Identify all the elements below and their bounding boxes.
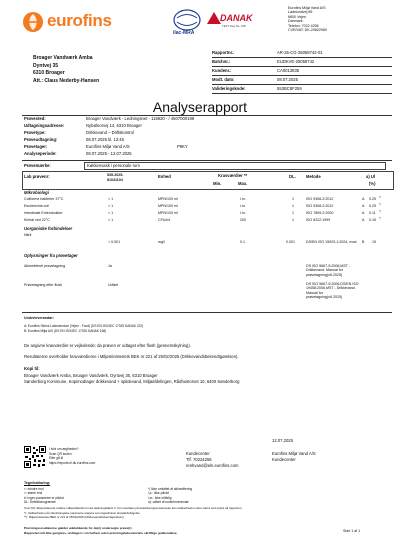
sampler-label: Prøvetager:	[24, 144, 48, 149]
min-header: Min.	[213, 181, 222, 186]
eurofins-logo-icon	[22, 11, 44, 33]
param-max: 200	[240, 218, 246, 222]
method-line: prøvetagning(v6.2025)	[306, 295, 343, 300]
analysis-period-label: Analyseperiode:	[24, 151, 57, 156]
customer-number-label: Kundenr.:	[212, 68, 232, 73]
sample-type-value: Drikkevand – Driftskontrol	[86, 130, 134, 135]
param-max: i.m.	[240, 211, 246, 215]
address-line: Eurofins Miljø Vand A/S	[288, 6, 326, 10]
qr-link[interactable]: https://reports.el.dk.eurofins.com	[49, 460, 96, 465]
param-uncertainty: 0.25	[369, 197, 376, 201]
legend-item: i.p.: ikke påvist	[148, 491, 169, 496]
param-method: ISO 7899-2:2000	[306, 211, 334, 215]
subcontractor-line: A: Eurofins Steins Laboratorium (Vejen - Food) (DS EN ISO/IEC 17025 DANAK 222)	[24, 324, 144, 328]
sample-number-line1: 535-2025-	[107, 173, 124, 177]
limit-values-header: Kravværdier **	[218, 173, 248, 178]
contact-line: Kundecenter	[186, 451, 210, 456]
brand-name: eurofins	[47, 11, 112, 30]
customer-center-company	[272, 451, 316, 463]
section-title-inorganic: Uorganiske forbindelser	[24, 226, 73, 231]
company-line: Eurofins Miljø Vand A/S	[272, 451, 316, 456]
param-value: < 0.001	[108, 240, 121, 244]
param-method: ISO 9308-2:2012	[306, 204, 334, 208]
address-line: Ladelundvej 85	[288, 10, 313, 15]
method-line: DS ISO 5667-5:2006,DS/EN ISO	[306, 282, 359, 286]
batch-number-value: EUDKVE-25058742	[277, 59, 315, 64]
param-value: < 1	[108, 204, 114, 208]
param-value: < 1	[108, 197, 114, 201]
param-max: i.m.	[240, 204, 246, 208]
sampler-code: P9KY	[177, 144, 188, 149]
remark: Resultaterne overholder kravværdierne i Miljøministeriets BEK nr 221 af 25/02/2025 (Drikkevandsbekendtgørelsen).	[24, 354, 239, 359]
sample-mark-value: Køkkenvask i personale rum	[87, 163, 140, 168]
sample-mark-label: Prøvemærke:	[24, 163, 51, 168]
sample-location-label: Prøvested:	[24, 116, 46, 121]
param-name: Prøvetagning efter flush	[24, 283, 63, 287]
param-dl: 1	[292, 204, 294, 208]
qr-line: Eller gå til	[49, 456, 63, 461]
page-title: Analyserapport	[152, 99, 248, 115]
section-title-sampler-info: Oplysninger fra prøvetager	[24, 253, 78, 258]
ilac-label: ilac-MRA	[173, 30, 195, 36]
legend-item: <: mindre end	[24, 487, 44, 491]
param-uncertainty: 0.15	[369, 218, 376, 222]
copy-line: Broager Vandværk Amba, Broager Vandværk, Dyntvej 35, 6310 Broager	[24, 373, 158, 378]
eurofins-logo	[22, 10, 122, 34]
param-unit: mg/l	[158, 240, 165, 244]
legend-item: >: større end	[24, 491, 43, 496]
footnote: *): Usikkerheder på mikrobiologiske parametre angives som logaritmiset standardafvigelse.	[24, 511, 141, 515]
param-unit: CFU/ml	[158, 218, 171, 222]
param-method: DS/EN ISO 15923-1:2024, mod.	[306, 240, 358, 244]
address-line: Telefon: 7022 4256	[288, 23, 319, 28]
legend-item: *) Ikke omfattet af akkreditering	[148, 487, 193, 491]
dl-header: DL.	[289, 174, 296, 179]
param-uncertainty: 15	[372, 240, 376, 244]
param-dl: 1	[292, 197, 294, 201]
sample-location-value: Broager Vandværk - Ledningsnet - 115920 - / 4507000199	[86, 116, 195, 121]
sample-type-label: Prøvetype:	[24, 130, 46, 135]
qr-code[interactable]	[24, 446, 46, 468]
report-number-label: Rapportnr.:	[212, 50, 235, 55]
param-star: *)	[379, 210, 381, 213]
analysis-period-value: 08.07.2025 - 12.07.2025	[86, 151, 132, 156]
param-dl: 1	[292, 218, 294, 222]
sample-number-line2: 81041104	[107, 178, 123, 182]
qr-line: I tvivl om ægtheden?	[49, 447, 79, 451]
footnotes	[24, 511, 140, 519]
section-title-microbiology: Mikrobiologi	[24, 190, 49, 195]
footnote: **): Miljøministeriets BEK nr 221 af 25/02/2025 (Drikkevandsbekendtgørelsen)	[24, 515, 124, 519]
legend-right	[148, 487, 192, 505]
param-method: ISO 6222:1999	[306, 218, 331, 222]
subcontractor-title: Underleverandør:	[24, 316, 54, 320]
sample-info	[24, 116, 384, 160]
param-name: Escherichia coli	[24, 204, 49, 208]
legend-item: #: ingen parametre er påvist	[24, 495, 64, 500]
param-dl: 0.001	[286, 240, 295, 244]
param-value: < 1	[108, 218, 114, 222]
param-star: *)	[379, 203, 381, 206]
legend-title: Tegnforklaring:	[24, 481, 51, 485]
lab-address	[288, 6, 398, 32]
param-name: Coliforme bakterier 37°C	[24, 197, 64, 201]
batch-number-label: Batchnr.:	[212, 59, 231, 64]
recipient-line: Broager Vandværk Amba	[33, 55, 93, 61]
recipient-address	[33, 55, 99, 85]
qr-line: Scan QR koden	[49, 451, 72, 456]
received-date-value: 08.07.2025	[277, 77, 298, 82]
param-max: i.m.	[240, 197, 246, 201]
param-subcontractor: A	[362, 204, 365, 208]
report-date: 12.07.2025	[272, 438, 293, 443]
sampling-address-label: Udtagningsadresse:	[24, 123, 65, 128]
param-max: 0.1	[240, 240, 245, 244]
param-name: Intestinale Enterokokker	[24, 211, 63, 215]
legend-item: a): udført af underleverandør	[148, 500, 189, 505]
param-uncertainty: 0.11	[369, 211, 376, 215]
address-line: 6600 Vejen	[288, 14, 306, 19]
copy-title: Kopi til:	[24, 366, 40, 371]
page-number: Side 1 af 1	[343, 529, 361, 533]
customer-number-value: CA0013835	[277, 68, 300, 73]
param-method: ISO 9308-2:2012	[306, 197, 334, 201]
ilac-icon	[172, 9, 202, 31]
param-name: Nitrit	[24, 233, 32, 237]
method-header: Metode	[306, 174, 321, 179]
param-value: < 1	[108, 211, 114, 215]
contact-email[interactable]: renhvand@eln.eurofins.com	[186, 463, 239, 469]
method-line: Manual for	[306, 290, 323, 295]
recipient-line: 6310 Broager	[33, 70, 65, 77]
param-star: *)	[379, 217, 381, 220]
received-date-label: Modt. dato:	[212, 77, 235, 82]
sampling-time-value: 08.07.2025 kl. 13:45	[86, 137, 124, 142]
uncertainty-pct-header: (%)	[369, 181, 376, 186]
sampling-time-label: Prøveudtagning:	[24, 137, 58, 142]
uncertainty-note: Unsi (%): Ekspanderede relative måleusikkerhed med dækningsfaktor 2. For resultater på detektionsgrænseniveau kan usikkerheden være større end oplyst på rapporten.	[24, 506, 243, 510]
legend-item: i.m.: ikke målelig	[148, 495, 172, 500]
ilac-mra-logo	[172, 9, 202, 39]
param-unit: MPN/100 ml	[158, 204, 178, 208]
param-method	[306, 264, 350, 277]
param-subcontractor: B	[362, 240, 365, 244]
param-name: Akkrediteret prøvetagning	[24, 264, 66, 268]
param-uncertainty: 0.25	[369, 204, 376, 208]
param-unit: MPN/100 ml	[158, 197, 178, 201]
customer-center-contact	[186, 451, 238, 470]
address-line: CVR/VAT: DK-20822980	[288, 28, 327, 33]
param-star: *)	[379, 196, 381, 199]
danak-sub: TEST Reg.No. 168	[222, 24, 246, 28]
legend-item: DL: Detektionsgrænse	[24, 500, 56, 505]
danak-label: DANAK	[220, 13, 253, 23]
max-header: Max.	[238, 181, 248, 186]
method-line: prøvetagning(v6.2025)	[306, 272, 343, 277]
subcontractor-list	[24, 324, 143, 334]
recipient-line: Dyntvej 35	[33, 62, 59, 69]
validation-code-label: Valideringskode:	[212, 86, 246, 91]
param-dl: 1	[292, 211, 294, 215]
recipient-line: Att.: Claus Nederby-Hansen	[33, 77, 100, 84]
lab-sample-number-header: Lab prøvenr:	[24, 174, 50, 179]
validation-code-value: 553BC8F259	[277, 86, 302, 91]
uncertainty-header: a) Ul	[366, 174, 376, 179]
method-line: Drikkevand. Manual for	[306, 268, 343, 273]
results-header	[22, 171, 394, 190]
report-number-value: AR-25-CG-25058742-01	[277, 50, 323, 55]
subcontractor-line: B: Eurofins Miljø A/S (DS EN ISO/IEC 17025 DANAK 168)	[24, 329, 107, 333]
param-unit: MPN/100 ml	[158, 211, 178, 215]
param-subcontractor: A	[362, 211, 365, 215]
qr-text	[49, 447, 95, 465]
param-value: Ja	[108, 264, 112, 268]
method-line: DS ISO 5667-5:2006,MST -	[306, 264, 351, 268]
param-method	[306, 282, 359, 300]
remark: De angivne kravværdier er vejledende; da prøven er udtaget efter flush (gennemskylning).	[24, 343, 191, 348]
param-name: Kimtal ved 22°C	[24, 218, 50, 222]
reproduction-note: Rapporten må ikke gengives, undtagen i sin helhed, uden prøvningslaboratoriets skriftlige godkendelse.	[24, 531, 178, 535]
param-value: Udført	[108, 283, 118, 287]
sampler-value: Eurofins Miljø Vand A/S	[86, 144, 130, 149]
danak-logo	[206, 11, 253, 39]
validity-note: Prøvningsresultaterne gælder udelukkende for de(n) undersøgte prøve(r).	[24, 526, 133, 530]
copy-line: Sønderborg Kommune, Kopimodtager drikkevand + spildevand, Miljøafdelingen, Rådhustorvet 10, 6400 Sønderborg	[24, 379, 240, 385]
copy-list	[24, 373, 239, 385]
legend-left	[24, 487, 64, 505]
method-line: 19458:2006,MST - Drikkevand.	[306, 286, 356, 291]
company-line: Kundecenter	[272, 457, 296, 463]
param-subcontractor: A	[362, 197, 365, 201]
param-subcontractor: A	[362, 218, 365, 222]
unit-header: Enhed	[158, 174, 171, 179]
sampling-address-value: Nybølnorvej 14, 6310 Broager	[86, 123, 142, 128]
address-line: Danmark	[288, 19, 303, 24]
contact-phone: Tlf. 70224256	[186, 457, 212, 463]
